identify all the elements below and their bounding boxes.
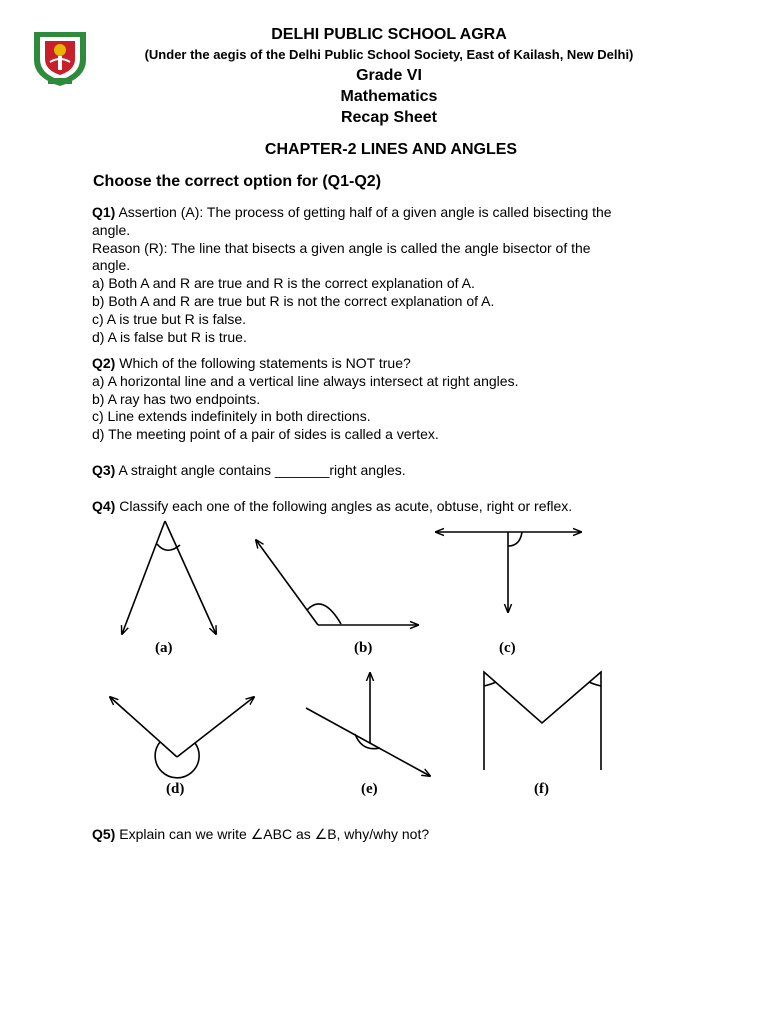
- question-2-option-d: d) The meeting point of a pair of sides is called a vertex.: [92, 426, 439, 443]
- angle-figure-d: [110, 697, 254, 778]
- question-4-number: Q4): [92, 498, 116, 514]
- figure-label-d: (d): [166, 781, 185, 797]
- question-2-option-b: b) A ray has two endpoints.: [92, 390, 261, 407]
- question-1-option-c: c) A is true but R is false.: [92, 310, 247, 327]
- figure-label-a: (a): [155, 640, 173, 656]
- question-5-number: Q5): [92, 826, 116, 842]
- figure-label-e: (e): [361, 781, 378, 797]
- angle-figure-b: [256, 540, 418, 625]
- question-3-number: Q3): [92, 462, 116, 478]
- figure-label-b: (b): [354, 640, 373, 656]
- question-1-line-2: angle.: [92, 221, 131, 238]
- question-4-text: Classify each one of the following angles as acute, obtuse, right or reflex.: [115, 498, 573, 514]
- question-3-text: A straight angle contains _______right angles.: [115, 462, 406, 478]
- figure-label-c: (c): [499, 640, 516, 656]
- question-3: [92, 462, 682, 480]
- sheet-title: Recap Sheet: [340, 109, 438, 126]
- question-1-line-3: Reason (R): The line that bisects a given angle is called the angle bisector of the: [92, 239, 591, 256]
- question-4: [92, 498, 682, 516]
- question-1-line-1: Assertion (A): The process of getting half of a given angle is called bisecting the: [115, 204, 612, 220]
- question-5-text: Explain can we write ∠ABC as ∠B, why/why not?: [115, 826, 430, 842]
- grade-label: Grade VI: [356, 67, 422, 84]
- question-1: [92, 204, 682, 346]
- angle-figure-e: [306, 673, 430, 776]
- school-aegis-subtitle: (Under the aegis of the Delhi Public School Society, East of Kailash, New Delhi): [144, 47, 634, 62]
- question-2-text: Which of the following statements is NOT true?: [115, 355, 411, 371]
- figure-label-f: (f): [534, 781, 549, 797]
- question-1-option-a: a) Both A and R are true and R is the correct explanation of A.: [92, 275, 475, 292]
- section-heading: Choose the correct option for (Q1-Q2): [93, 173, 382, 190]
- angle-figure-f: [484, 672, 601, 770]
- angle-figure-c: [436, 532, 581, 612]
- angle-figure-a: [122, 521, 216, 634]
- chapter-title: CHAPTER-2 LINES AND ANGLES: [264, 141, 518, 158]
- question-1-option-b: b) Both A and R are true but R is not the correct explanation of A.: [92, 292, 495, 309]
- question-2: [92, 355, 682, 444]
- question-1-number: Q1): [92, 204, 116, 220]
- question-1-option-d: d) A is false but R is true.: [92, 328, 247, 345]
- question-2-option-a: a) A horizontal line and a vertical line always intersect at right angles.: [92, 372, 519, 389]
- question-1-line-4: angle.: [92, 257, 131, 274]
- question-5: [92, 826, 682, 844]
- subject-label: Mathematics: [340, 88, 438, 105]
- question-2-option-c: c) Line extends indefinitely in both directions.: [92, 408, 371, 425]
- question-2-number: Q2): [92, 355, 116, 371]
- school-name: DELHI PUBLIC SCHOOL AGRA: [271, 26, 507, 43]
